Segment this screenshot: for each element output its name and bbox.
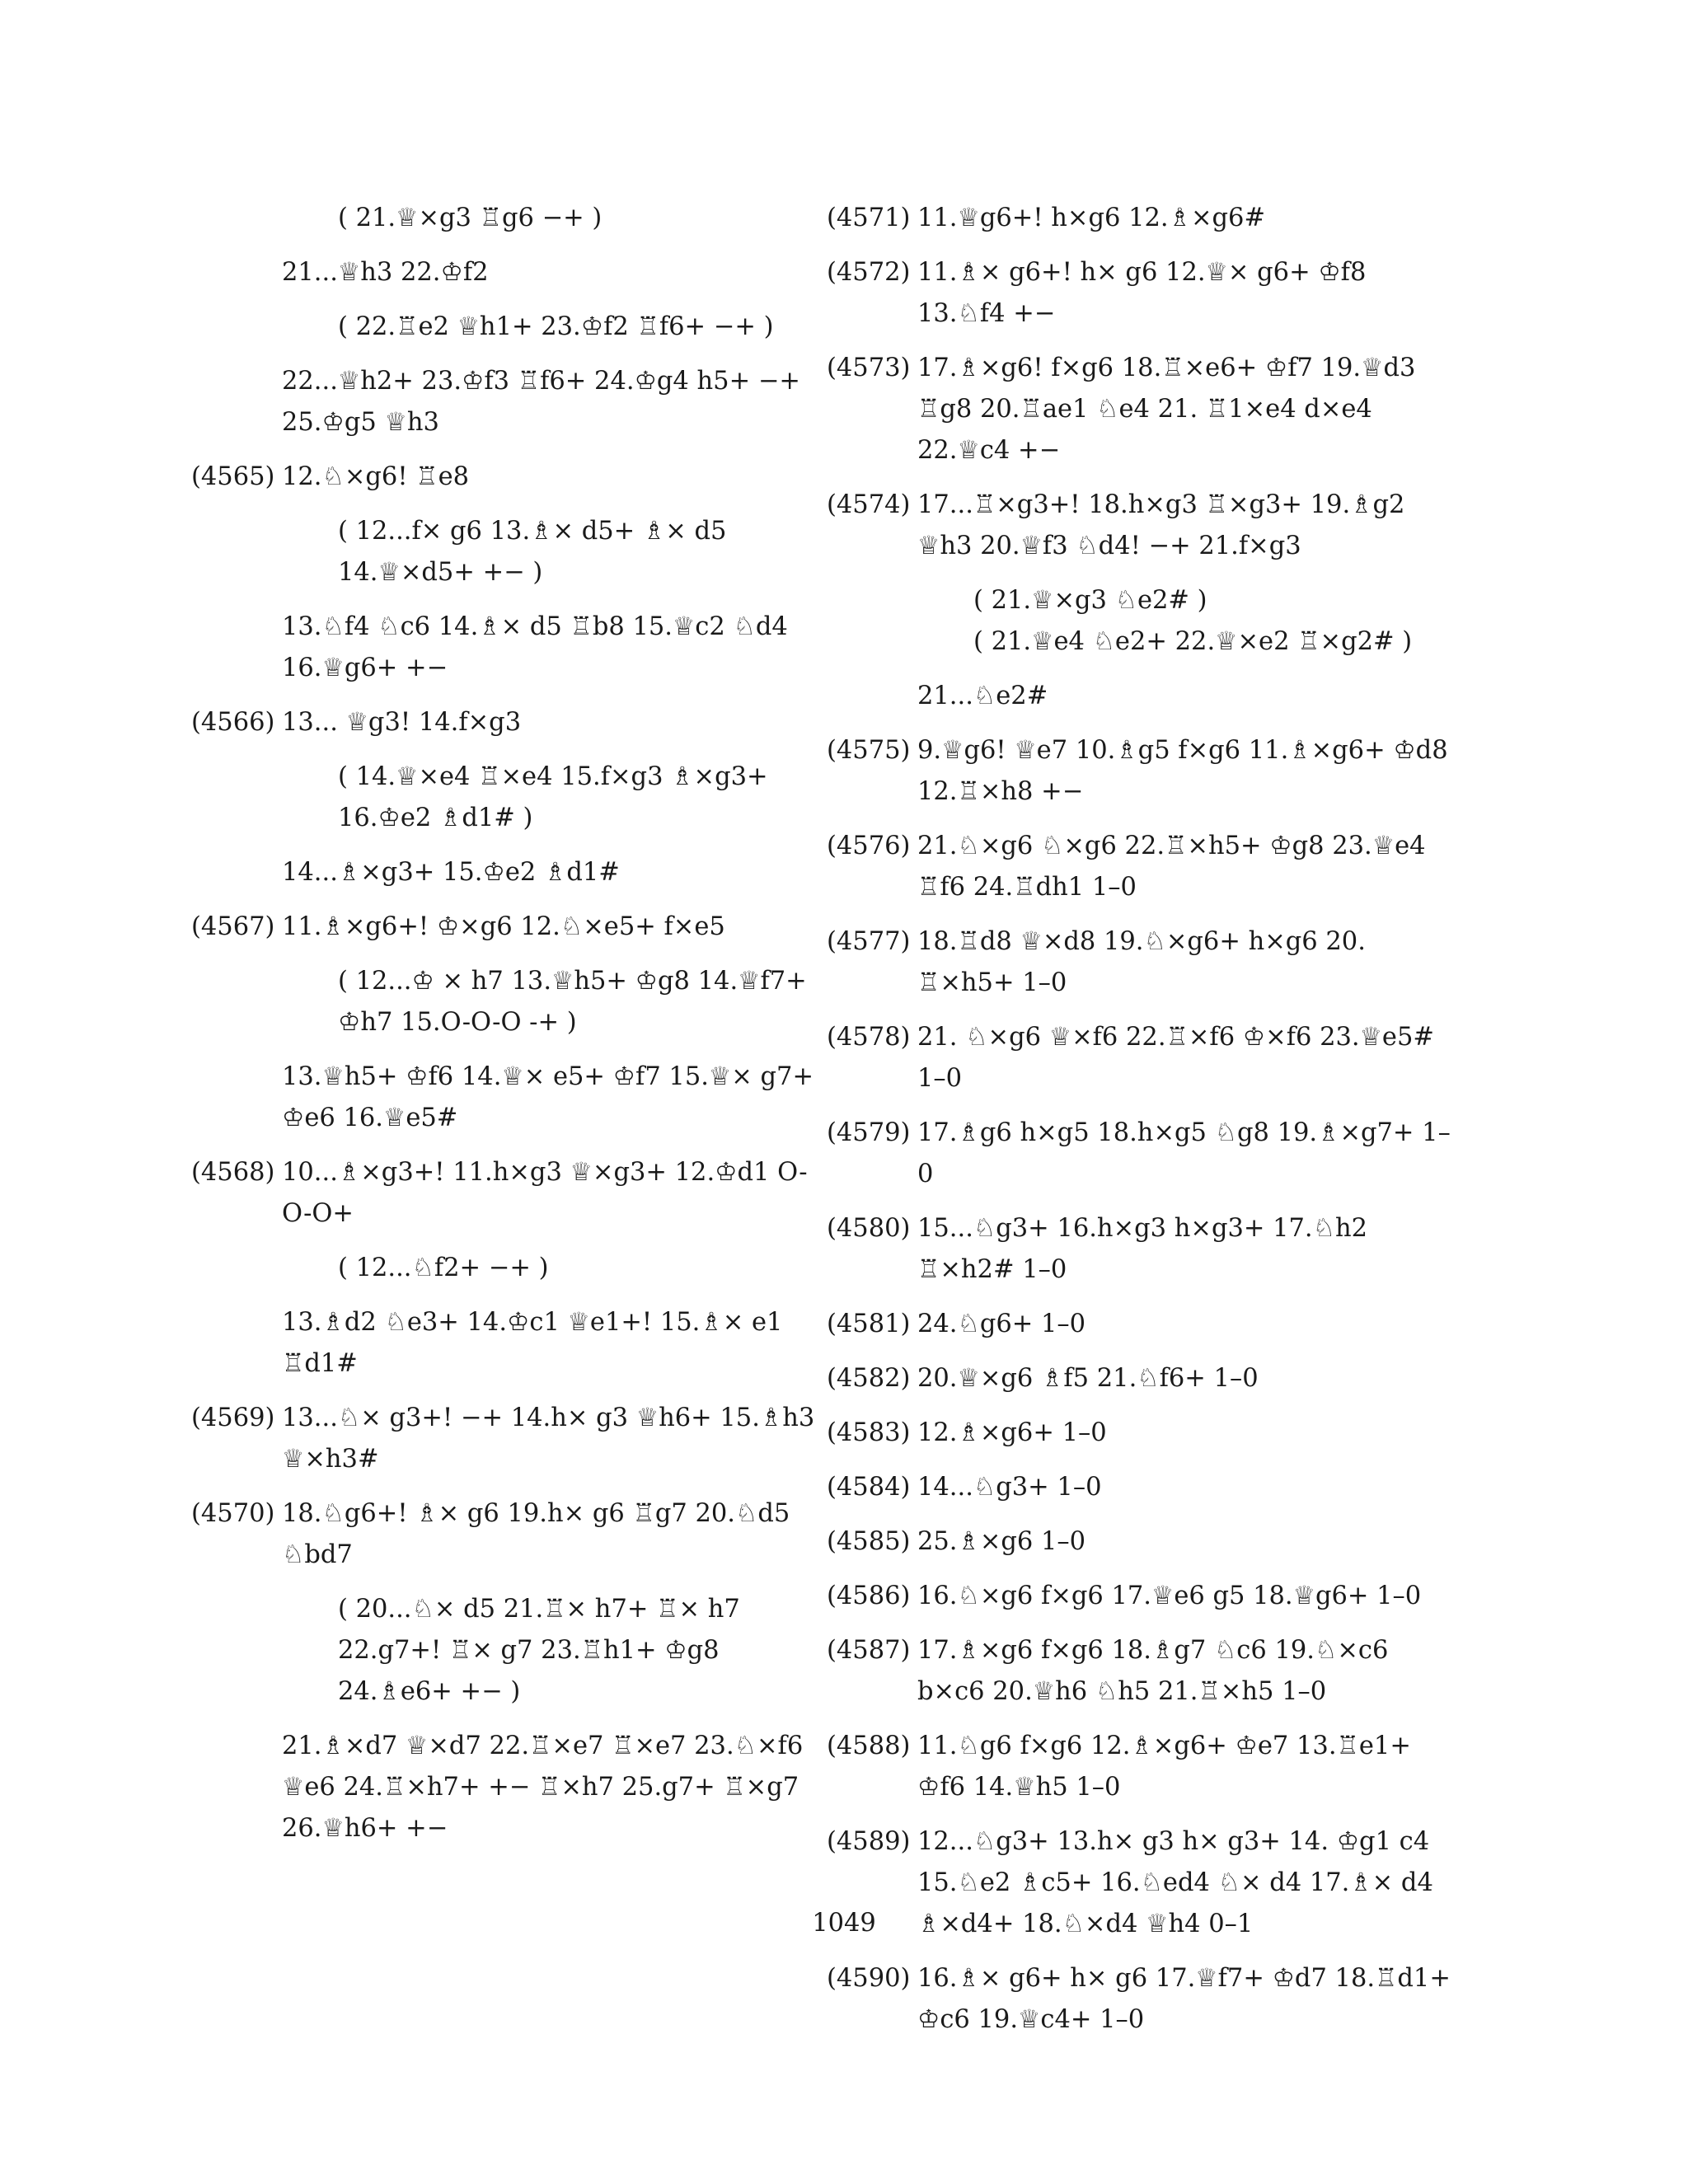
puzzle-number: (4574) xyxy=(827,490,911,519)
move-text: ( 12...f× g6 13.♗× d5+ ♗× d5 14.♕×d5+ +− ) xyxy=(338,517,727,587)
continuation-line xyxy=(191,1726,818,1849)
puzzle-number: (4586) xyxy=(827,1582,911,1610)
puzzle-number: (4578) xyxy=(827,1023,911,1052)
move-text: 17.♗×g6 f×g6 18.♗g7 ♘c6 19.♘×c6 b×c6 20.♕h6 ♘h5 21.♖×h5 1–0 xyxy=(917,1636,1389,1706)
move-text: ( 21.♕×g3 ♘e2# ) xyxy=(973,586,1207,615)
continuation-line xyxy=(191,1302,818,1385)
variation-line xyxy=(191,757,818,839)
move-text: ( 21.♕e4 ♘e2+ 22.♕×e2 ♖×g2# ) xyxy=(973,627,1413,656)
puzzle-entry xyxy=(827,1958,1453,2041)
move-text: 11.♗×g6+! ♔×g6 12.♘×e5+ f×e5 xyxy=(282,912,725,941)
puzzle-number: (4590) xyxy=(827,1964,911,1993)
move-text: 21. ♘×g6 ♕×f6 22.♖×f6 ♔×f6 23.♕e5# 1–0 xyxy=(917,1023,1434,1093)
puzzle-entry xyxy=(191,702,818,743)
move-text: 16.♗× g6+ h× g6 17.♕f7+ ♔d7 18.♖d1+ ♔c6 19.♕c4+ 1–0 xyxy=(917,1964,1451,2034)
move-text: 25.♗×g6 1–0 xyxy=(917,1527,1086,1556)
continuation-line xyxy=(191,1057,818,1139)
puzzle-entry xyxy=(827,252,1453,335)
puzzle-number: (4588) xyxy=(827,1732,911,1760)
continuation-line xyxy=(191,852,818,893)
move-text: 10...♗×g3+! 11.h×g3 ♕×g3+ 12.♔d1 O-O-O+ xyxy=(282,1158,808,1228)
move-text: 11.♗× g6+! h× g6 12.♕× g6+ ♔f8 13.♘f4 +− xyxy=(917,258,1367,328)
move-text: 12.♘×g6! ♖e8 xyxy=(282,462,470,491)
puzzle-number: (4576) xyxy=(827,832,911,860)
move-text: 17.♗×g6! f×g6 18.♖×e6+ ♔f7 19.♕d3 ♖g8 20.♖ae1 ♘e4 21. ♖1×e4 d×e4 22.♕c4 +− xyxy=(917,354,1416,465)
puzzle-entry xyxy=(827,1521,1453,1563)
move-text: 15...♘g3+ 16.h×g3 h×g3+ 17.♘h2 ♖×h2# 1–0 xyxy=(917,1214,1368,1284)
move-text: 21.♗×d7 ♕×d7 22.♖×e7 ♖×e7 23.♘×f6 ♕e6 24.♖×h7+ +− ♖×h7 25.g7+ ♖×g7 26.♕h6+ +− xyxy=(282,1732,804,1843)
move-text: 13.♘f4 ♘c6 14.♗× d5 ♖b8 15.♕c2 ♘d4 16.♕g6+ +− xyxy=(282,612,788,682)
move-text: 14...♘g3+ 1–0 xyxy=(917,1473,1102,1502)
move-text: 18.♘g6+! ♗× g6 19.h× g6 ♖g7 20.♘d5 ♘bd7 xyxy=(282,1499,790,1569)
move-text: 17.♗g6 h×g5 18.h×g5 ♘g8 19.♗×g7+ 1–0 xyxy=(917,1118,1451,1188)
move-text: 13.♕h5+ ♔f6 14.♕× e5+ ♔f7 15.♕× g7+ ♔e6 16.♕e5# xyxy=(282,1062,814,1132)
puzzle-number: (4575) xyxy=(827,736,911,765)
variation-line xyxy=(191,198,818,239)
puzzle-number: (4565) xyxy=(191,462,275,491)
variation-line xyxy=(827,621,1453,663)
puzzle-number: (4568) xyxy=(191,1158,275,1187)
puzzle-number: (4584) xyxy=(827,1473,911,1502)
continuation-line xyxy=(191,361,818,443)
move-text: 13... ♕g3! 14.f×g3 xyxy=(282,708,522,737)
puzzle-entry xyxy=(191,1152,818,1235)
move-text: 21...♘e2# xyxy=(917,682,1048,710)
puzzle-number: (4573) xyxy=(827,354,911,382)
puzzle-entry xyxy=(827,348,1453,471)
puzzle-entry xyxy=(827,1576,1453,1617)
puzzle-entry xyxy=(191,1398,818,1480)
variation-line xyxy=(191,961,818,1043)
move-text: ( 14.♕×e4 ♖×e4 15.f×g3 ♗×g3+ 16.♔e2 ♗d1# ) xyxy=(338,762,768,832)
variation-line xyxy=(191,511,818,593)
puzzle-entry xyxy=(191,907,818,948)
move-text: 13...♘× g3+! −+ 14.h× g3 ♕h6+ 15.♗h3 ♕×h3# xyxy=(282,1404,815,1474)
move-text: 16.♘×g6 f×g6 17.♕e6 g5 18.♕g6+ 1–0 xyxy=(917,1582,1422,1610)
puzzle-entry xyxy=(827,1467,1453,1508)
puzzle-entry xyxy=(827,1630,1453,1713)
move-text: ( 12...♘f2+ −+ ) xyxy=(338,1254,549,1282)
puzzle-number: (4571) xyxy=(827,204,911,232)
puzzle-number: (4572) xyxy=(827,258,911,287)
variation-line xyxy=(191,307,818,348)
puzzle-entry xyxy=(191,457,818,498)
puzzle-number: (4566) xyxy=(191,708,275,737)
continuation-line xyxy=(191,607,818,689)
puzzle-number: (4582) xyxy=(827,1364,911,1393)
move-text: 22...♕h2+ 23.♔f3 ♖f6+ 24.♔g4 h5+ −+ 25.♔g5 ♕h3 xyxy=(282,367,800,437)
puzzle-number: (4583) xyxy=(827,1418,911,1447)
puzzle-number: (4570) xyxy=(191,1499,275,1528)
puzzle-entry xyxy=(827,1726,1453,1808)
move-text: ( 22.♖e2 ♕h1+ 23.♔f2 ♖f6+ −+ ) xyxy=(338,312,774,341)
page-number: 1049 xyxy=(812,1909,876,1938)
puzzle-number: (4567) xyxy=(191,912,275,941)
move-text: 12...♘g3+ 13.h× g3 h× g3+ 14. ♔g1 c4 15.♘e2 ♗c5+ 16.♘ed4 ♘× d4 17.♗× d4 ♗×d4+ 18.♘×d4 ♕h4 0–1 xyxy=(917,1827,1433,1938)
move-text: 11.♘g6 f×g6 12.♗×g6+ ♔e7 13.♖e1+ ♔f6 14.♕h5 1–0 xyxy=(917,1732,1411,1802)
puzzle-number: (4580) xyxy=(827,1214,911,1243)
move-text: 21...♕h3 22.♔f2 xyxy=(282,258,489,287)
puzzle-number: (4577) xyxy=(827,927,911,956)
puzzle-entry xyxy=(827,921,1453,1004)
puzzle-entry xyxy=(827,1304,1453,1345)
puzzle-number: (4587) xyxy=(827,1636,911,1665)
move-text: 18.♖d8 ♕×d8 19.♘×g6+ h×g6 20. ♖×h5+ 1–0 xyxy=(917,927,1366,997)
variation-line xyxy=(827,580,1453,621)
puzzle-number: (4585) xyxy=(827,1527,911,1556)
variation-line xyxy=(191,1589,818,1713)
puzzle-entry xyxy=(827,1208,1453,1291)
move-text: 13.♗d2 ♘e3+ 14.♔c1 ♕e1+! 15.♗× e1 ♖d1# xyxy=(282,1308,783,1378)
puzzle-entry xyxy=(827,198,1453,239)
right-column xyxy=(827,198,1453,2054)
puzzle-entry xyxy=(827,1413,1453,1454)
move-text: 12.♗×g6+ 1–0 xyxy=(917,1418,1107,1447)
puzzle-entry xyxy=(827,485,1453,567)
puzzle-number: (4579) xyxy=(827,1118,911,1147)
puzzle-entry xyxy=(827,1017,1453,1099)
puzzle-number: (4581) xyxy=(827,1310,911,1338)
puzzle-number: (4569) xyxy=(191,1404,275,1432)
puzzle-entry xyxy=(827,1113,1453,1195)
continuation-line xyxy=(191,252,818,293)
move-text: 14...♗×g3+ 15.♔e2 ♗d1# xyxy=(282,858,620,887)
left-column xyxy=(191,198,818,1863)
move-text: ( 21.♕×g3 ♖g6 −+ ) xyxy=(338,204,603,232)
move-text: 20.♕×g6 ♗f5 21.♘f6+ 1–0 xyxy=(917,1364,1259,1393)
puzzle-entry xyxy=(191,1493,818,1576)
move-text: 17...♖×g3+! 18.h×g3 ♖×g3+ 19.♗g2 ♕h3 20.♕f3 ♘d4! −+ 21.f×g3 xyxy=(917,490,1405,560)
move-text: 11.♕g6+! h×g6 12.♗×g6# xyxy=(917,204,1265,232)
move-text: 24.♘g6+ 1–0 xyxy=(917,1310,1086,1338)
move-text: ( 12...♔ × h7 13.♕h5+ ♔g8 14.♕f7+ ♔h7 15.O-O-O -+ ) xyxy=(338,967,807,1037)
move-text: 21.♘×g6 ♘×g6 22.♖×h5+ ♔g8 23.♕e4 ♖f6 24.♖dh1 1–0 xyxy=(917,832,1426,902)
variation-line xyxy=(191,1248,818,1289)
move-text: 9.♕g6! ♕e7 10.♗g5 f×g6 11.♗×g6+ ♔d8 12.♖×h8 +− xyxy=(917,736,1448,806)
puzzle-number: (4589) xyxy=(827,1827,911,1856)
move-text: ( 20...♘× d5 21.♖× h7+ ♖× h7 22.g7+! ♖× g7 23.♖h1+ ♔g8 24.♗e6+ +− ) xyxy=(338,1595,740,1706)
puzzle-entry xyxy=(827,826,1453,908)
puzzle-entry xyxy=(827,730,1453,813)
continuation-line xyxy=(827,676,1453,717)
puzzle-entry xyxy=(827,1358,1453,1399)
